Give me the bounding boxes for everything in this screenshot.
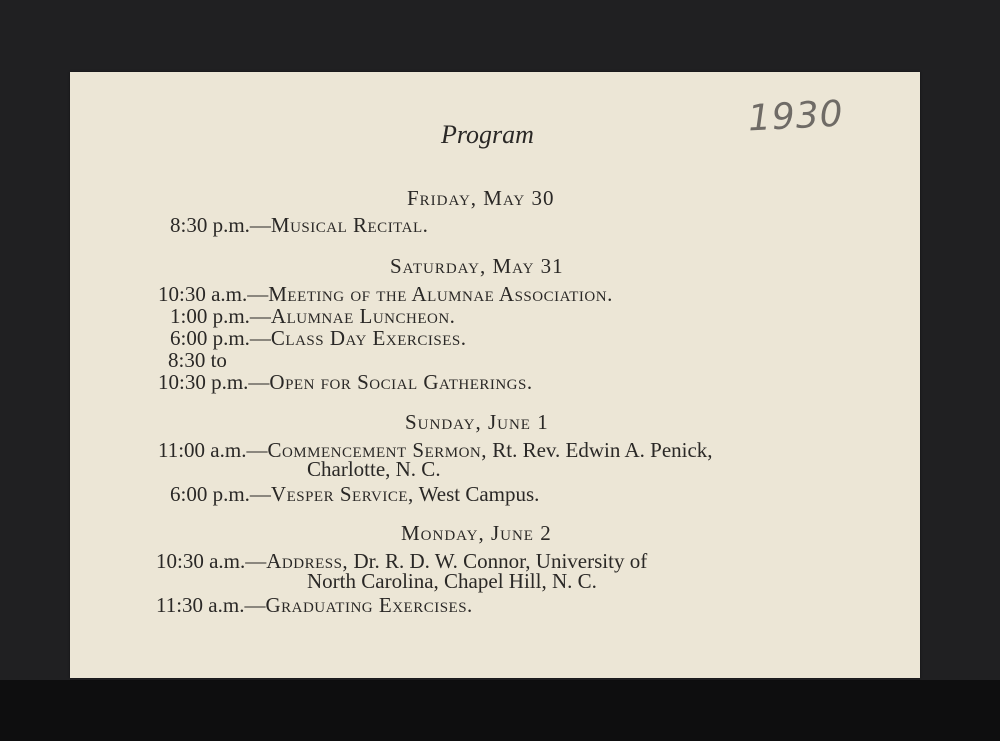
event-time: 8:30 to — [168, 348, 227, 372]
handwritten-year-annotation: 1930 — [746, 93, 845, 140]
schedule-line — [170, 327, 467, 349]
dark-backdrop-bottom — [0, 680, 1000, 741]
schedule-line — [168, 349, 227, 371]
event-title: Address, — [266, 549, 349, 573]
event-time: 10:30 a.m.— — [158, 282, 269, 306]
event-title: Musical Recital. — [270, 213, 429, 237]
event-time: 11:30 a.m.— — [156, 593, 266, 617]
schedule-line — [156, 594, 473, 616]
day-heading-friday: Friday, May 30 — [407, 186, 555, 210]
event-title: Open for Social Gatherings. — [269, 370, 533, 394]
schedule-line — [170, 483, 539, 505]
schedule-line — [170, 214, 428, 236]
event-title: Meeting of the Alumnae Association. — [268, 282, 613, 306]
event-time: 10:30 a.m.— — [156, 549, 267, 573]
event-time: 6:00 p.m.— — [170, 482, 271, 506]
event-detail: West Campus. — [413, 482, 540, 506]
day-heading-monday: Monday, June 2 — [401, 521, 552, 545]
event-title: Alumnae Luncheon. — [270, 304, 456, 328]
event-continuation: North Carolina, Chapel Hill, N. C. — [307, 569, 597, 593]
schedule-line — [158, 283, 613, 305]
event-time: 6:00 p.m.— — [170, 326, 271, 350]
schedule-line — [170, 305, 455, 327]
event-continuation: Charlotte, N. C. — [307, 457, 441, 481]
event-title: Class Day Exercises. — [270, 326, 467, 350]
event-time: 1:00 p.m.— — [170, 304, 271, 328]
schedule-line — [158, 371, 533, 393]
day-heading-sunday: Sunday, June 1 — [405, 410, 549, 434]
day-heading-saturday: Saturday, May 31 — [390, 254, 564, 278]
event-title: Commencement Sermon, — [267, 438, 487, 462]
event-detail: Dr. R. D. W. Connor, University of — [348, 549, 648, 573]
event-time: 10:30 p.m.— — [158, 370, 270, 394]
event-time: 11:00 a.m.— — [158, 438, 268, 462]
event-title: Graduating Exercises. — [265, 593, 473, 617]
event-time: 8:30 p.m.— — [170, 213, 271, 237]
event-detail: Rt. Rev. Edwin A. Penick, — [487, 438, 713, 462]
event-title: Vesper Service, — [270, 482, 414, 506]
program-title: Program — [441, 120, 534, 149]
